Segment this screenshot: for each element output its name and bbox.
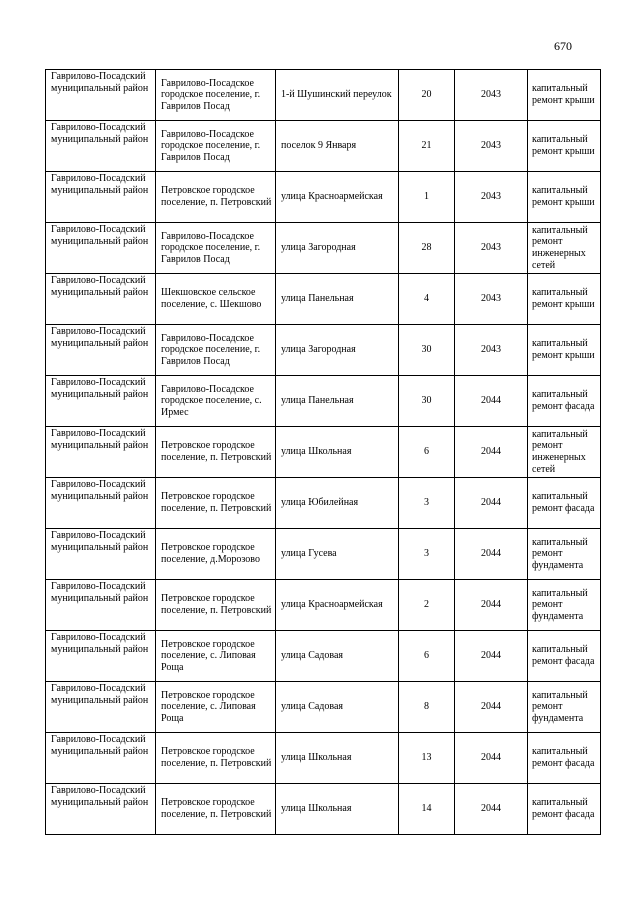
settlement-cell: Петровское городское поселение, п. Петровский bbox=[156, 172, 276, 223]
settlement-cell: Петровское городское поселение, п. Петровский bbox=[156, 784, 276, 835]
house-number-cell: 30 bbox=[399, 325, 455, 376]
table-row bbox=[46, 70, 601, 121]
street-cell: улица Юбилейная bbox=[276, 478, 399, 529]
work-type-cell: капитальный ремонт крыши bbox=[528, 274, 601, 325]
registry-table-body bbox=[46, 70, 601, 835]
street-cell: улица Загородная bbox=[276, 223, 399, 274]
house-number-cell: 3 bbox=[399, 478, 455, 529]
street-cell: улица Красноармейская bbox=[276, 580, 399, 631]
work-type-cell: капитальный ремонт фундамента bbox=[528, 529, 601, 580]
street-cell: улица Школьная bbox=[276, 733, 399, 784]
table-row bbox=[46, 580, 601, 631]
work-type-cell: капитальный ремонт крыши bbox=[528, 70, 601, 121]
year-cell: 2044 bbox=[455, 478, 528, 529]
settlement-cell: Петровское городское поселение, п. Петровский bbox=[156, 427, 276, 478]
year-cell: 2043 bbox=[455, 70, 528, 121]
district-cell: Гаврилово-Посадский муниципальный район bbox=[46, 478, 156, 529]
street-cell: 1-й Шушинский переулок bbox=[276, 70, 399, 121]
table-row bbox=[46, 733, 601, 784]
street-cell: улица Школьная bbox=[276, 784, 399, 835]
table-row bbox=[46, 427, 601, 478]
year-cell: 2044 bbox=[455, 376, 528, 427]
work-type-cell: капитальный ремонт фундамента bbox=[528, 580, 601, 631]
table-row bbox=[46, 478, 601, 529]
district-cell: Гаврилово-Посадский муниципальный район bbox=[46, 70, 156, 121]
district-cell: Гаврилово-Посадский муниципальный район bbox=[46, 733, 156, 784]
table-row bbox=[46, 325, 601, 376]
house-number-cell: 6 bbox=[399, 631, 455, 682]
work-type-cell: капитальный ремонт инженерных сетей bbox=[528, 427, 601, 478]
district-cell: Гаврилово-Посадский муниципальный район bbox=[46, 274, 156, 325]
year-cell: 2044 bbox=[455, 427, 528, 478]
street-cell: улица Садовая bbox=[276, 631, 399, 682]
settlement-cell: Петровское городское поселение, с. Липовая Роща bbox=[156, 631, 276, 682]
work-type-cell: капитальный ремонт крыши bbox=[528, 172, 601, 223]
street-cell: улица Садовая bbox=[276, 682, 399, 733]
year-cell: 2044 bbox=[455, 529, 528, 580]
house-number-cell: 30 bbox=[399, 376, 455, 427]
district-cell: Гаврилово-Посадский муниципальный район bbox=[46, 121, 156, 172]
street-cell: поселок 9 Января bbox=[276, 121, 399, 172]
table-row bbox=[46, 121, 601, 172]
table-row bbox=[46, 529, 601, 580]
year-cell: 2043 bbox=[455, 121, 528, 172]
table-row bbox=[46, 631, 601, 682]
settlement-cell: Петровское городское поселение, п. Петровский bbox=[156, 733, 276, 784]
work-type-cell: капитальный ремонт фасада bbox=[528, 784, 601, 835]
work-type-cell: капитальный ремонт фасада bbox=[528, 733, 601, 784]
work-type-cell: капитальный ремонт фундамента bbox=[528, 682, 601, 733]
district-cell: Гаврилово-Посадский муниципальный район bbox=[46, 631, 156, 682]
house-number-cell: 6 bbox=[399, 427, 455, 478]
page-number: 670 bbox=[554, 39, 572, 53]
work-type-cell: капитальный ремонт фасада bbox=[528, 631, 601, 682]
work-type-cell: капитальный ремонт крыши bbox=[528, 325, 601, 376]
year-cell: 2044 bbox=[455, 682, 528, 733]
settlement-cell: Гаврилово-Посадское городское поселение, г. Гаврилов Посад bbox=[156, 70, 276, 121]
house-number-cell: 2 bbox=[399, 580, 455, 631]
street-cell: улица Панельная bbox=[276, 376, 399, 427]
house-number-cell: 3 bbox=[399, 529, 455, 580]
settlement-cell: Петровское городское поселение, с. Липовая Роща bbox=[156, 682, 276, 733]
year-cell: 2043 bbox=[455, 223, 528, 274]
year-cell: 2044 bbox=[455, 580, 528, 631]
settlement-cell: Петровское городское поселение, п. Петровский bbox=[156, 478, 276, 529]
house-number-cell: 14 bbox=[399, 784, 455, 835]
year-cell: 2044 bbox=[455, 733, 528, 784]
year-cell: 2044 bbox=[455, 784, 528, 835]
settlement-cell: Гаврилово-Посадское городское поселение, с. Ирмес bbox=[156, 376, 276, 427]
street-cell: улица Красноармейская bbox=[276, 172, 399, 223]
year-cell: 2043 bbox=[455, 325, 528, 376]
street-cell: улица Загородная bbox=[276, 325, 399, 376]
street-cell: улица Школьная bbox=[276, 427, 399, 478]
work-type-cell: капитальный ремонт крыши bbox=[528, 121, 601, 172]
district-cell: Гаврилово-Посадский муниципальный район bbox=[46, 172, 156, 223]
house-number-cell: 8 bbox=[399, 682, 455, 733]
district-cell: Гаврилово-Посадский муниципальный район bbox=[46, 682, 156, 733]
house-number-cell: 20 bbox=[399, 70, 455, 121]
house-number-cell: 4 bbox=[399, 274, 455, 325]
registry-table bbox=[45, 69, 601, 835]
district-cell: Гаврилово-Посадский муниципальный район bbox=[46, 580, 156, 631]
settlement-cell: Гаврилово-Посадское городское поселение, г. Гаврилов Посад bbox=[156, 223, 276, 274]
work-type-cell: капитальный ремонт фасада bbox=[528, 376, 601, 427]
house-number-cell: 13 bbox=[399, 733, 455, 784]
district-cell: Гаврилово-Посадский муниципальный район bbox=[46, 223, 156, 274]
district-cell: Гаврилово-Посадский муниципальный район bbox=[46, 427, 156, 478]
work-type-cell: капитальный ремонт фасада bbox=[528, 478, 601, 529]
street-cell: улица Гусева bbox=[276, 529, 399, 580]
settlement-cell: Шекшовское сельское поселение, с. Шекшово bbox=[156, 274, 276, 325]
settlement-cell: Гаврилово-Посадское городское поселение, г. Гаврилов Посад bbox=[156, 325, 276, 376]
house-number-cell: 1 bbox=[399, 172, 455, 223]
house-number-cell: 28 bbox=[399, 223, 455, 274]
year-cell: 2043 bbox=[455, 172, 528, 223]
work-type-cell: капитальный ремонт инженерных сетей bbox=[528, 223, 601, 274]
district-cell: Гаврилово-Посадский муниципальный район bbox=[46, 529, 156, 580]
table-row bbox=[46, 376, 601, 427]
district-cell: Гаврилово-Посадский муниципальный район bbox=[46, 325, 156, 376]
year-cell: 2043 bbox=[455, 274, 528, 325]
year-cell: 2044 bbox=[455, 631, 528, 682]
table-row bbox=[46, 784, 601, 835]
table-row bbox=[46, 682, 601, 733]
table-row bbox=[46, 274, 601, 325]
district-cell: Гаврилово-Посадский муниципальный район bbox=[46, 376, 156, 427]
settlement-cell: Петровское городское поселение, п. Петровский bbox=[156, 580, 276, 631]
house-number-cell: 21 bbox=[399, 121, 455, 172]
district-cell: Гаврилово-Посадский муниципальный район bbox=[46, 784, 156, 835]
table-row bbox=[46, 172, 601, 223]
street-cell: улица Панельная bbox=[276, 274, 399, 325]
table-row bbox=[46, 223, 601, 274]
settlement-cell: Петровское городское поселение, д.Морозово bbox=[156, 529, 276, 580]
settlement-cell: Гаврилово-Посадское городское поселение, г. Гаврилов Посад bbox=[156, 121, 276, 172]
